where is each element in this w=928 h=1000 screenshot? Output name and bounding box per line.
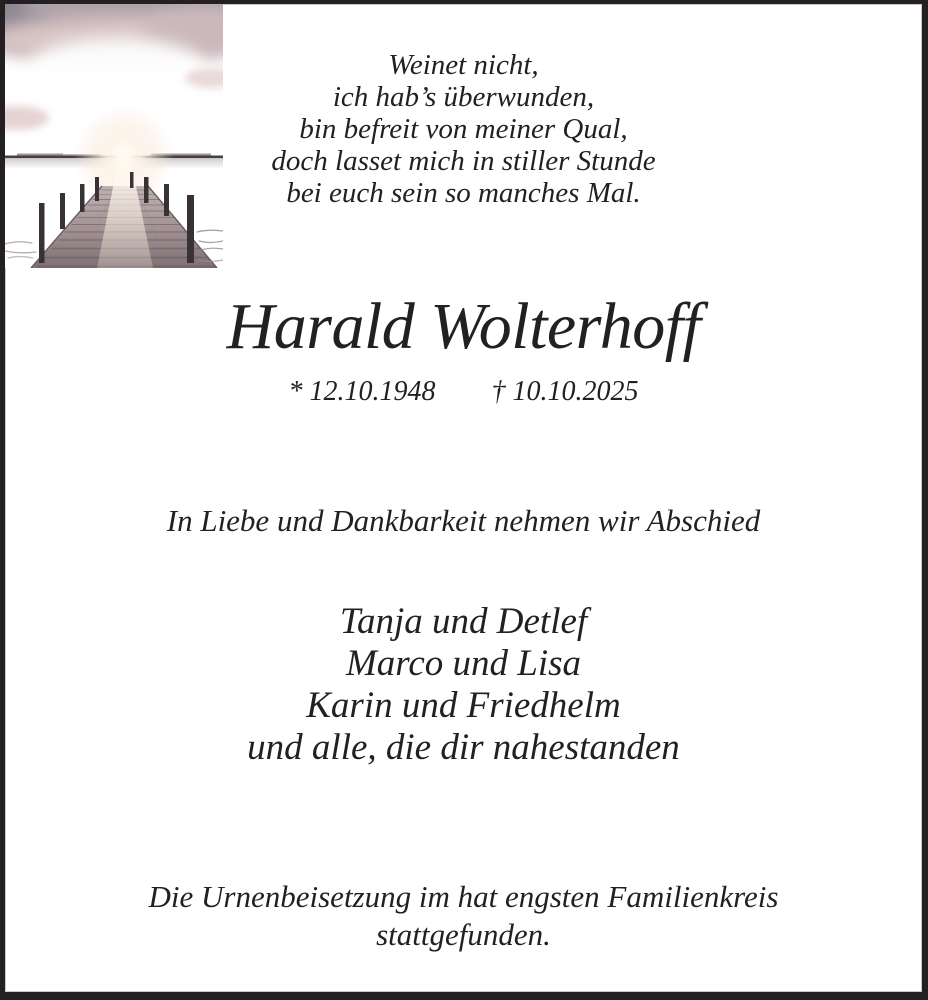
notice-content — [5, 4, 922, 992]
poem-line: bei euch sein so manches Mal. — [286, 177, 641, 209]
mourners-line: Tanja und Detlef — [339, 601, 588, 642]
poem-line: doch lasset mich in stiller Stunde — [271, 145, 656, 177]
farewell-line: In Liebe und Dankbarkeit nehmen wir Abschied — [166, 503, 761, 538]
poem-line: Weinet nicht, — [388, 49, 539, 81]
mourners-line: Karin und Friedhelm — [306, 685, 621, 726]
death-cross-symbol: † — [491, 376, 506, 407]
birth-date-value: 12.10.1948 — [309, 376, 436, 407]
life-dates — [5, 376, 922, 408]
poem-line: bin befreit von meiner Qual, — [299, 113, 628, 145]
mourners-line: Marco und Lisa — [345, 643, 582, 684]
closing-line: Die Urnenbeisetzung im hat engsten Familienkreis — [148, 879, 779, 914]
poem-line: ich hab’s überwunden, — [332, 81, 595, 113]
closing-line: stattgefunden. — [376, 917, 551, 952]
death-date-value: 10.10.2025 — [512, 376, 639, 407]
closing-note — [5, 878, 922, 954]
birth-star-symbol: * — [288, 376, 303, 407]
deceased-name: Harald Wolterhoff — [226, 290, 701, 363]
mourners-line: und alle, die dir nahestanden — [247, 727, 680, 768]
memorial-poem — [5, 49, 922, 209]
mourners-list — [5, 601, 922, 769]
birth-date — [289, 376, 436, 408]
death-date — [492, 376, 639, 408]
